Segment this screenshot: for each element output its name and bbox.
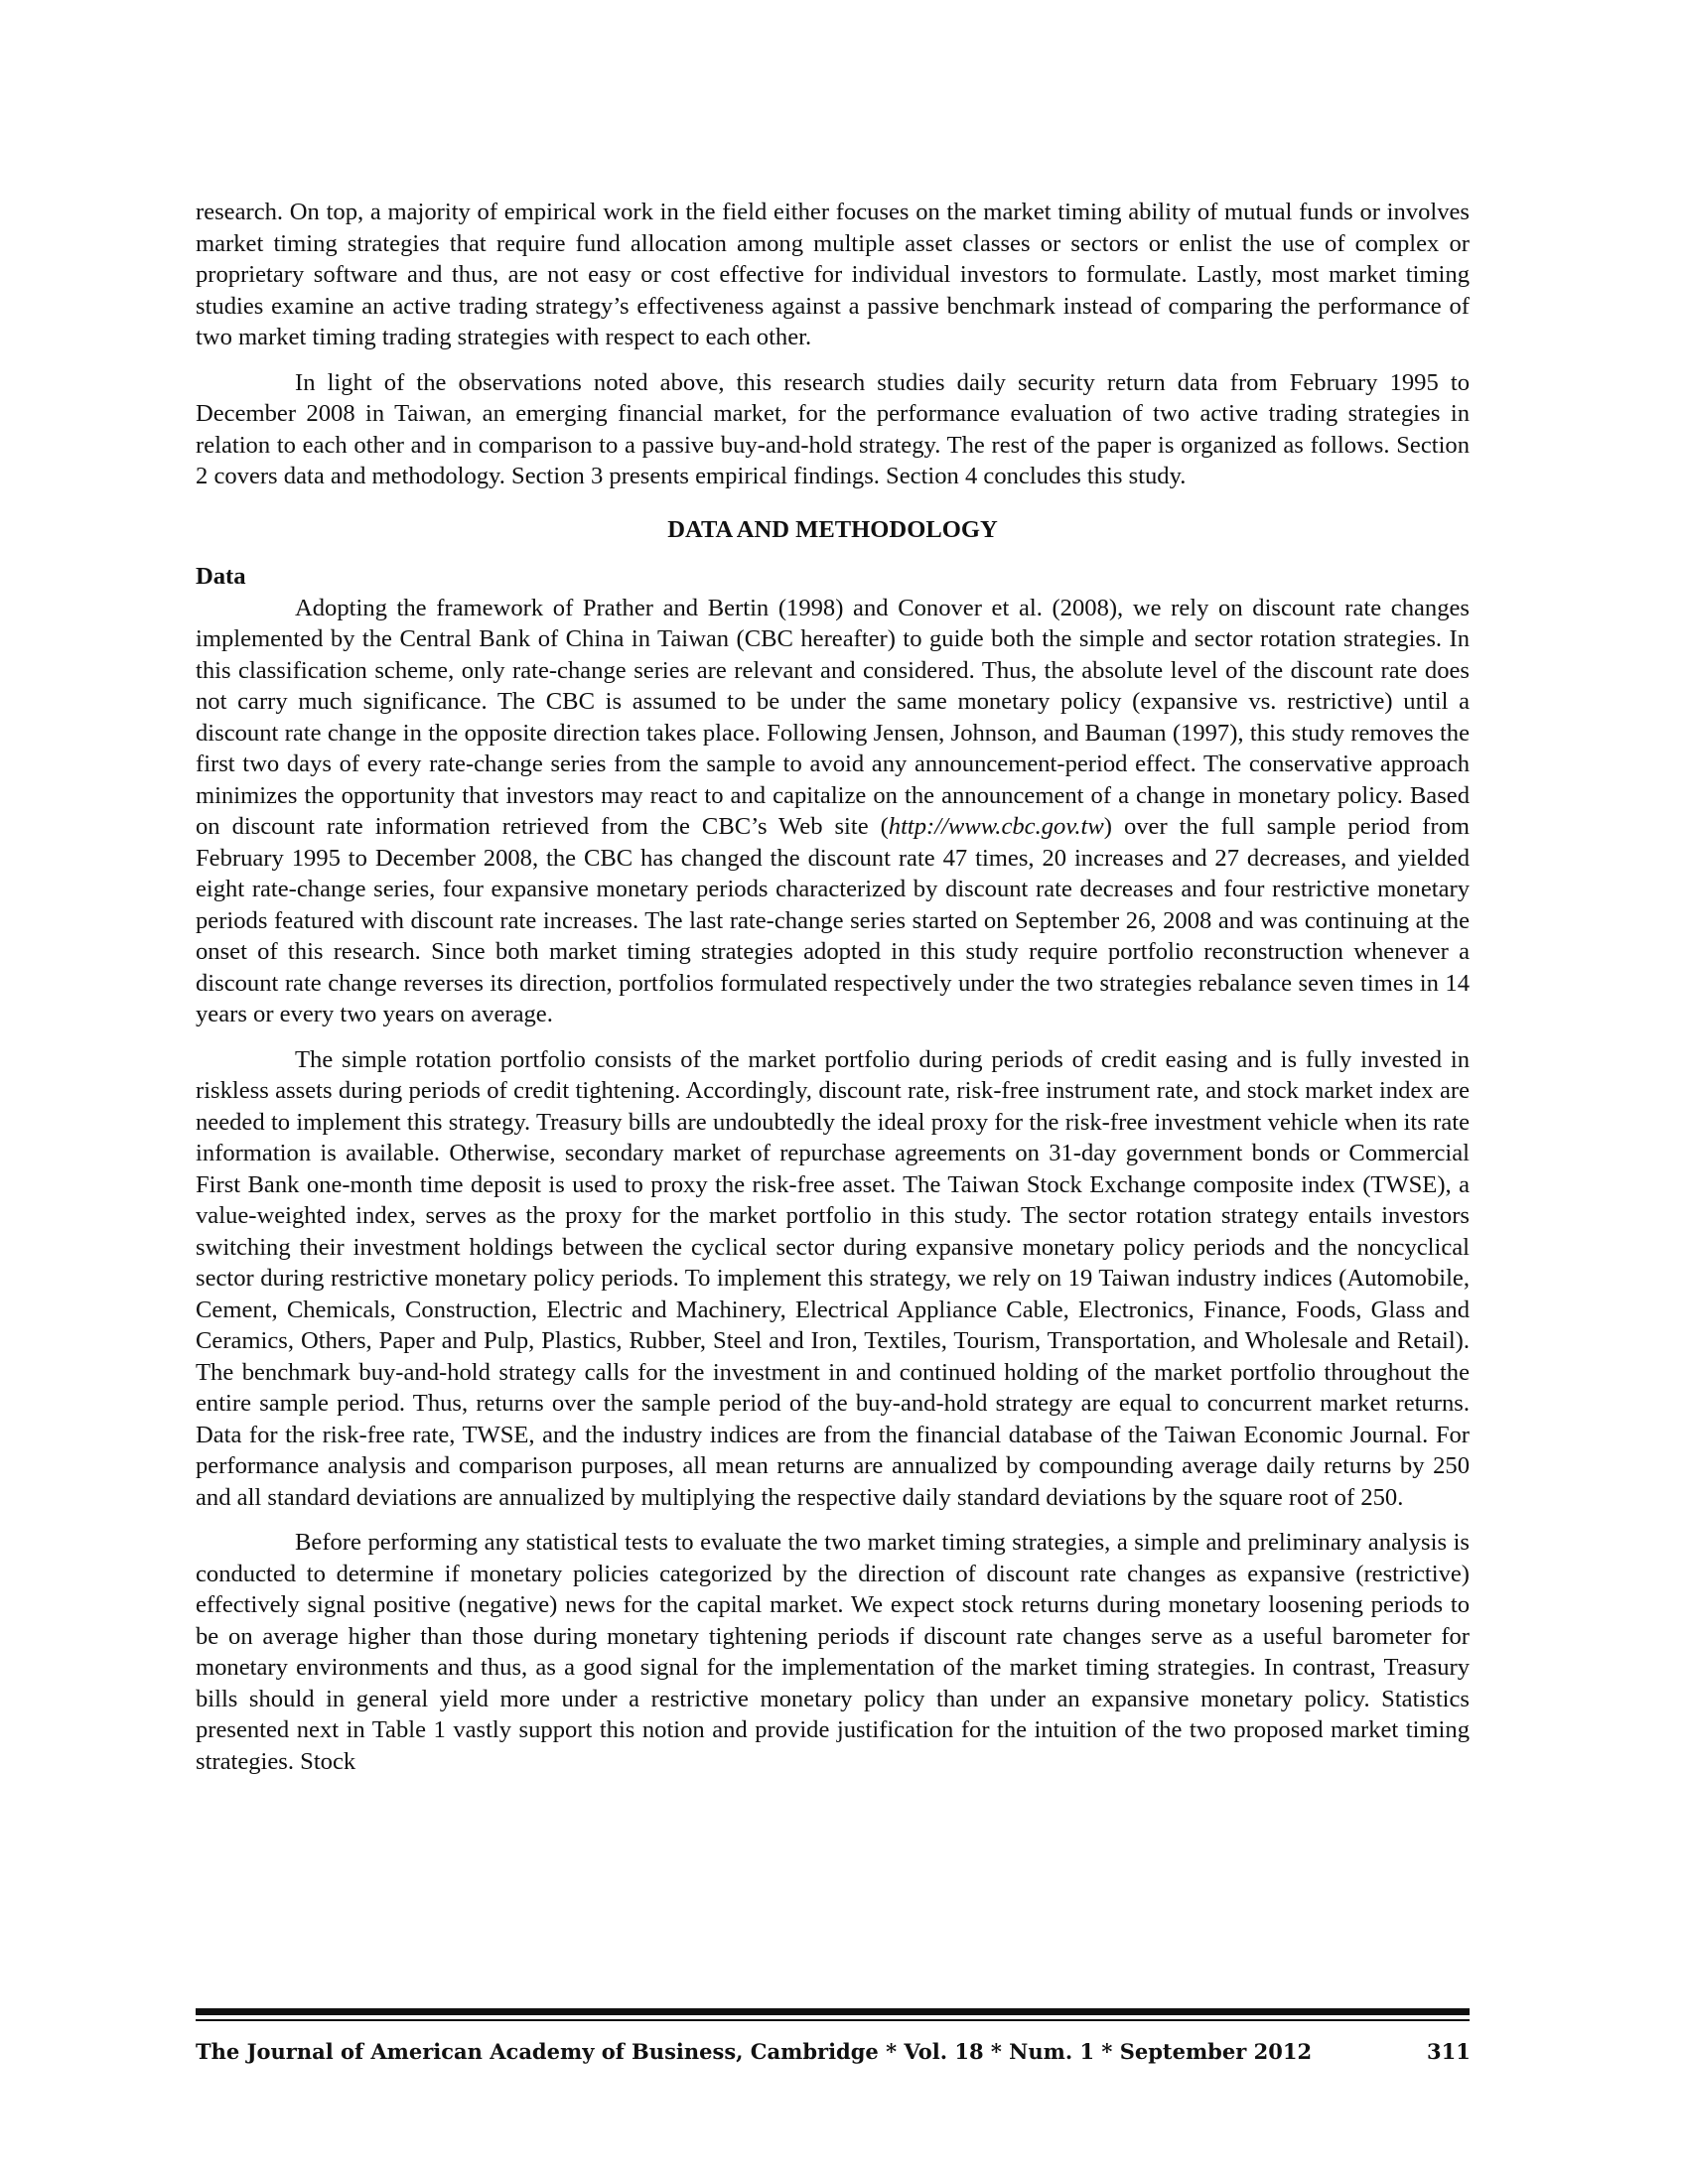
- page-body: [196, 197, 1470, 1777]
- data-paragraph-3: Before performing any statistical tests to evaluate the two market timing strategies, a simple and preliminary analysis is conducted to determine if monetary policies categorized by the direction of discount rate changes as expansive (restrictive) effectively signal positive (negative) news for the capital market. We expect stock returns during monetary loosening periods to be on average higher than those during monetary tightening periods if discount rate changes serve as a useful barometer for monetary environments and thus, as a good signal for the implementation of the market timing strategies. In contrast, Treasury bills should in general yield more under a restrictive monetary policy than under an expansive monetary policy. Statistics presented next in Table 1 vastly support this notion and provide justification for the intuition of the two proposed market timing strategies. Stock: [196, 1529, 1470, 1775]
- intro-paragraph-1: research. On top, a majority of empirical work in the field either focuses on the market timing ability of mutual funds or involves market timing strategies that require fund allocation among multiple asset classes or sectors or enlist the use of complex or proprietary software and thus, are not easy or cost effective for individual investors to formulate. Lastly, most market timing studies examine an active trading strategy’s effectiveness against a passive benchmark instead of comparing the performance of two market timing trading strategies with respect to each other.: [196, 199, 1470, 350]
- footer-rule-thick: [196, 2008, 1470, 2015]
- data-paragraph-1-part-b: ) over the full sample period from February 1995 to December 2008, the CBC has changed the discount rate 47 times, 20 increases and 27 decreases, and yielded eight rate-change series, four expansive monetary periods characterized by discount rate decreases and four restrictive monetary periods featured with discount rate increases. The last rate-change series started on September 26, 2008 and was continuing at the onset of this research. Since both market timing strategies adopted in this study require portfolio reconstruction whenever a discount rate change reverses its direction, portfolios formulated respectively under the two strategies rebalance seven times in 14 years or every two years on average.: [196, 813, 1470, 1027]
- data-paragraph-1: [196, 593, 1470, 1030]
- page-number: 311: [1427, 2039, 1471, 2064]
- cbc-website-link[interactable]: http://www.cbc.gov.tw: [888, 813, 1104, 840]
- footer-rule-thin: [196, 2019, 1470, 2021]
- data-paragraph-1-part-a: Adopting the framework of Prather and Bertin (1998) and Conover et al. (2008), we rely on discount rate changes implemented by the Central Bank of China in Taiwan (CBC hereafter) to guide both the simple and sector rotation strategies. In this classification scheme, only rate-change series are relevant and considered. Thus, the absolute level of the discount rate does not carry much significance. The CBC is assumed to be under the same monetary policy (expansive vs. restrictive) until a discount rate change in the opposite direction takes place. Following Jensen, Johnson, and Bauman (1997), this study removes the first two days of every rate-change series from the sample to avoid any announcement-period effect. The conservative approach minimizes the opportunity that investors may react to and capitalize on the announcement of a change in monetary policy. Based on discount rate information retrieved from the CBC’s Web site (: [196, 594, 1470, 840]
- subsection-heading-data: Data: [196, 563, 246, 590]
- data-paragraph-2: The simple rotation portfolio consists of the market portfolio during periods of credit easing and is fully invested in riskless assets during periods of credit tightening. Accordingly, discount rate, risk-free instrument rate, and stock market index are needed to implement this strategy. Treasury bills are undoubtedly the ideal proxy for the risk-free investment vehicle when its rate information is available. Otherwise, secondary market of repurchase agreements on 31-day government bonds or Commercial First Bank one-month time deposit is used to proxy the risk-free asset. The Taiwan Stock Exchange composite index (TWSE), a value-weighted index, serves as the proxy for the market portfolio in this study. The sector rotation strategy entails investors switching their investment holdings between the cyclical sector during expansive monetary policy periods and the noncyclical sector during restrictive monetary policy periods. To implement this strategy, we rely on 19 Taiwan industry indices (Automobile, Cement, Chemicals, Construction, Electric and Machinery, Electrical Appliance Cable, Electronics, Finance, Foods, Glass and Ceramics, Others, Paper and Pulp, Plastics, Rubber, Steel and Iron, Textiles, Tourism, Transportation, and Wholesale and Retail). The benchmark buy-and-hold strategy calls for the investment in and continued holding of the market portfolio throughout the entire sample period. Thus, returns over the sample period of the buy-and-hold strategy are equal to concurrent market returns. Data for the risk-free rate, TWSE, and the industry indices are from the financial database of the Taiwan Economic Journal. For performance analysis and comparison purposes, all mean returns are annualized by compounding average daily returns by 250 and all standard deviations are annualized by multiplying the respective daily standard deviations by the square root of 250.: [196, 1045, 1470, 1511]
- section-heading: DATA AND METHODOLOGY: [667, 515, 998, 543]
- intro-paragraph-2: In light of the observations noted above, this research studies daily security return data from February 1995 to December 2008 in Taiwan, an emerging financial market, for the performance evaluation of two active trading strategies in relation to each other and in comparison to a passive buy-and-hold strategy. The rest of the paper is organized as follows. Section 2 covers data and methodology. Section 3 presents empirical findings. Section 4 concludes this study.: [196, 368, 1470, 489]
- footer-journal-citation: The Journal of American Academy of Business, Cambridge * Vol. 18 * Num. 1 * September 2012: [196, 2039, 1313, 2064]
